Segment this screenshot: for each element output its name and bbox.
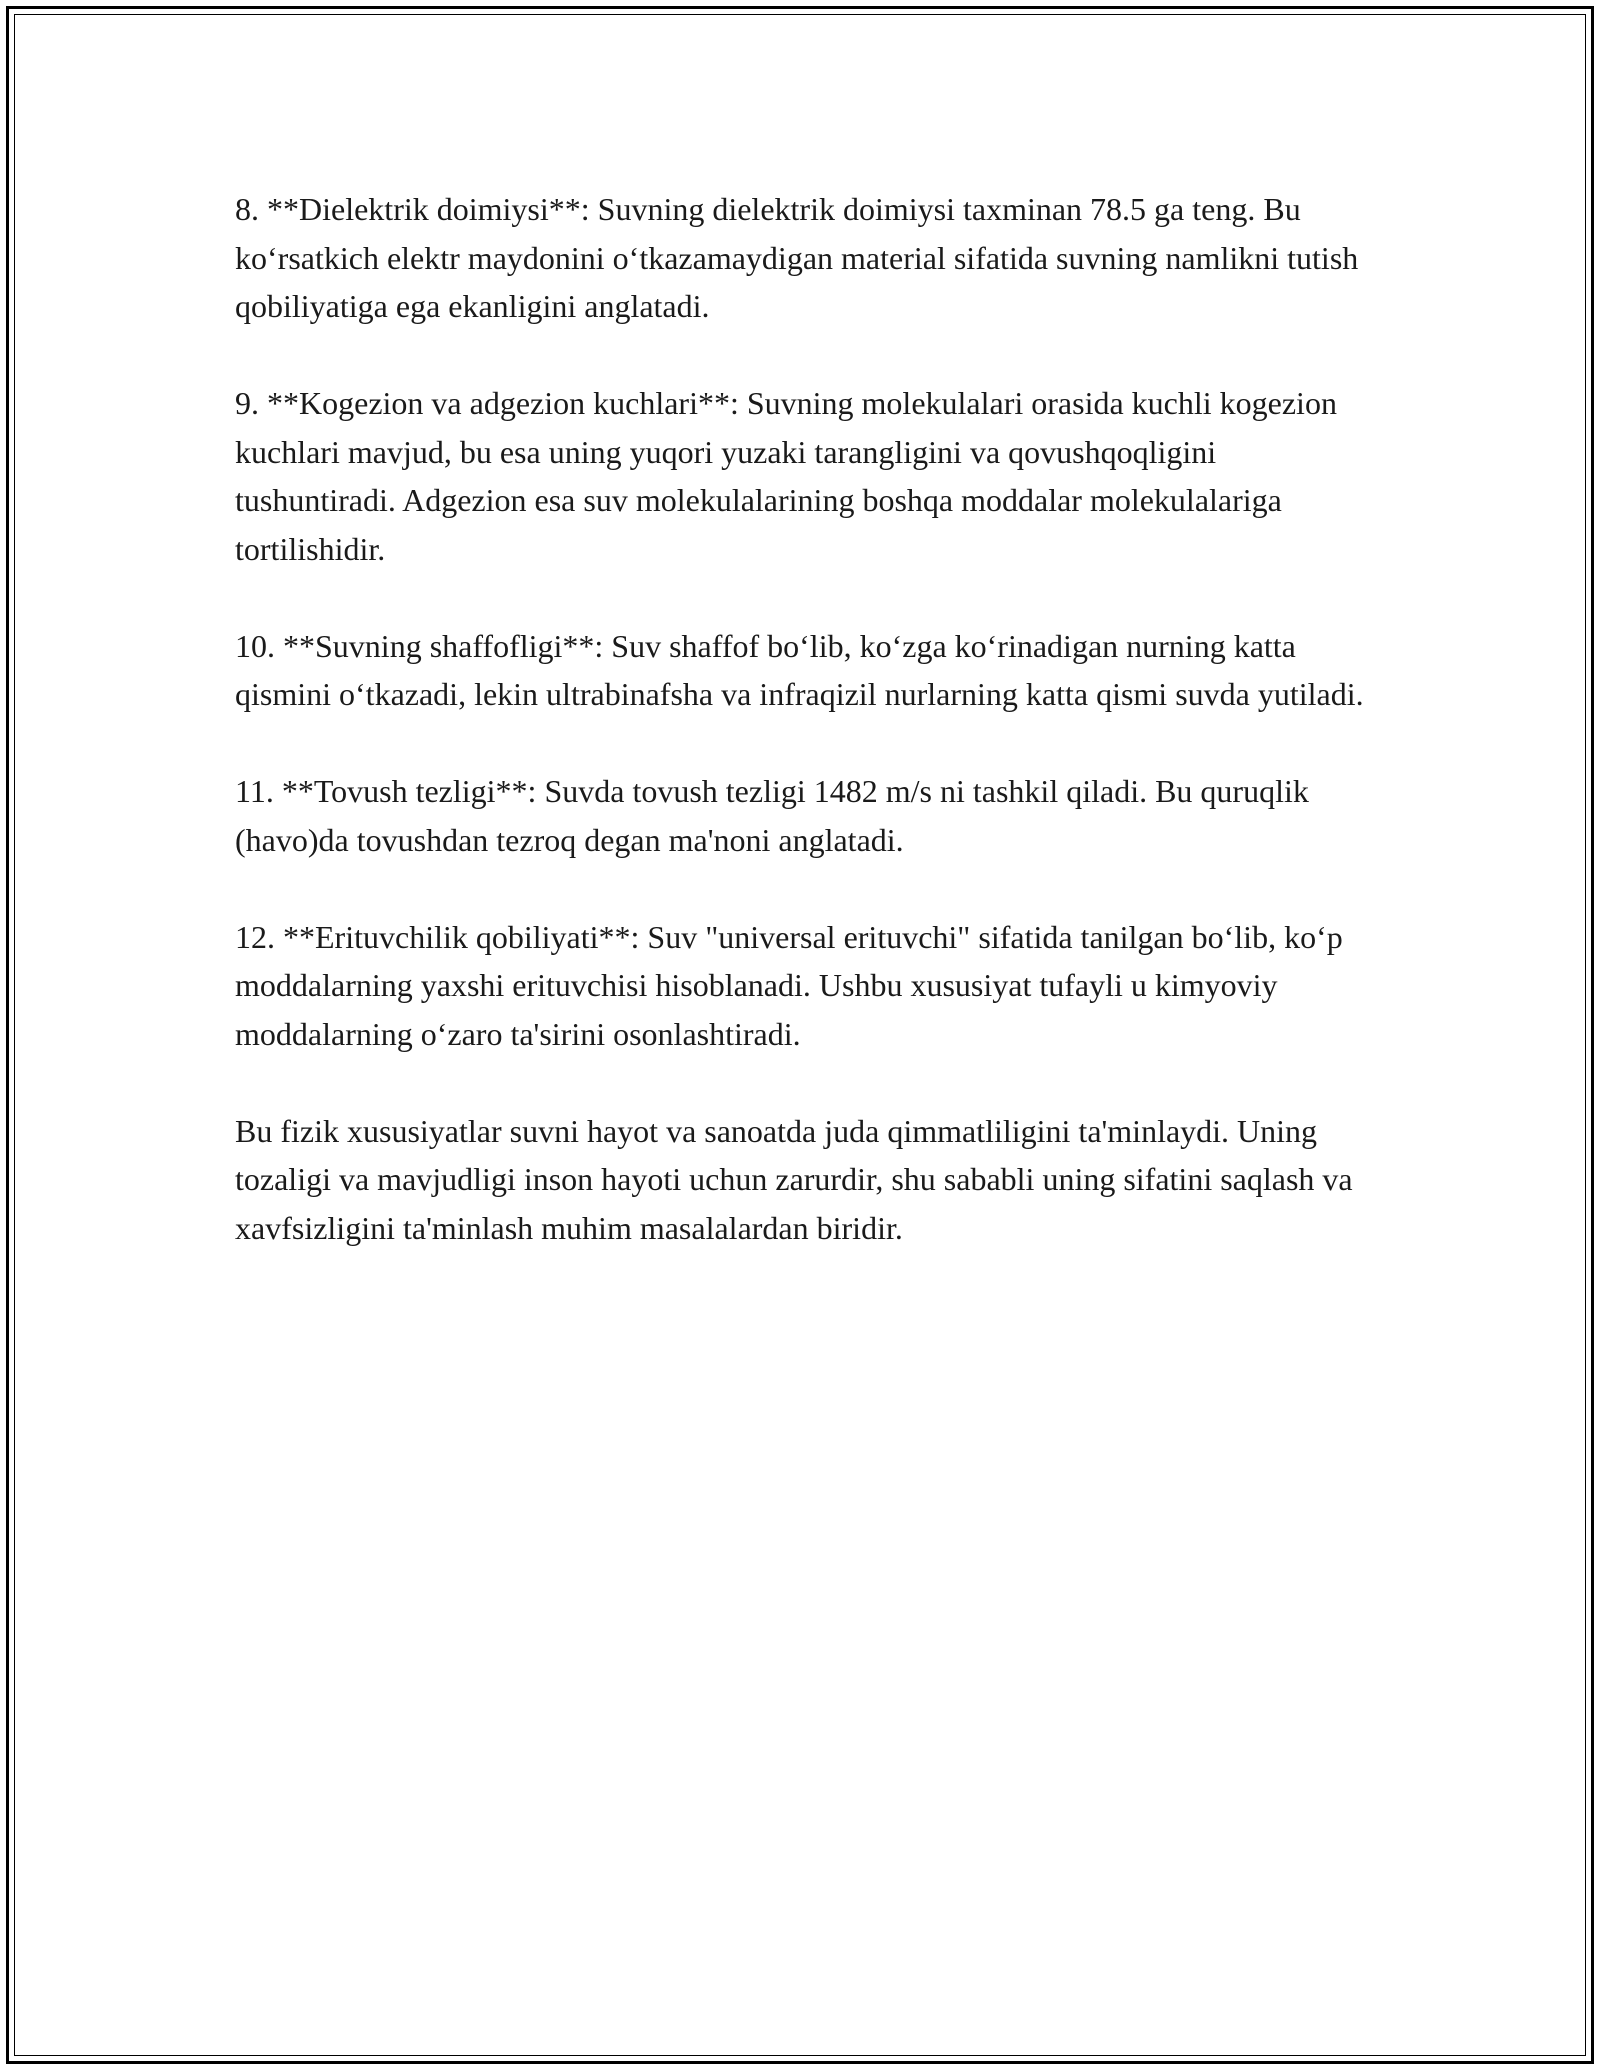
paragraph-sound-speed: 11. **Tovush tezligi**: Suvda tovush tezligi 1482 m/s ni tashkil qiladi. Bu quruqlik (havo)da tovushdan tezroq degan ma'noni anglatadi. xyxy=(235,773,1309,858)
paragraph-transparency: 10. **Suvning shaffofligi**: Suv shaffof boʻlib, koʻzga koʻrinadigan nurning katta qismini oʻtkazadi, lekin ultrabinafsha va infraqizil nurlarning katta qismi suvda yutiladi. xyxy=(235,627,1364,712)
paragraph-solvent-ability: 12. **Erituvchilik qobiliyati**: Suv "universal erituvchi" sifatida tanilgan boʻlib, koʻp moddalarning yaxshi erituvchisi hisoblanadi. Ushbu xususiyat tufayli u kimyoviy moddalarning oʻzaro ta'sirini osonlashtiradi. xyxy=(235,918,1343,1052)
document-body xyxy=(235,185,1375,1252)
paragraph-dielectric-constant: 8. **Dielektrik doimiysi**: Suvning dielektrik doimiysi taxminan 78.5 ga teng. Bu koʻrsatkich elektr maydonini oʻtkazamaydigan material sifatida suvning namlikni tutish qobiliyatiga ega ekanligini anglatadi. xyxy=(235,191,1359,324)
paragraph-conclusion: Bu fizik xususiyatlar suvni hayot va sanoatda juda qimmatliligini ta'minlaydi. Uning tozaligi va mavjudligi inson hayoti uchun zarurdir, shu sababli uning sifatini saqlash va xavfsizligini ta'minlash muhim masalalardan biridir. xyxy=(235,1112,1353,1246)
paragraph-cohesion-adhesion: 9. **Kogezion va adgezion kuchlari**: Suvning molekulalari orasida kuchli kogezion kuchlari mavjud, bu esa uning yuqori yuzaki tarangligini va qovushqoqligini tushuntiradi. Adgezion esa suv molekulalarining boshqa moddalar molekulalariga tortilishidir. xyxy=(235,385,1337,567)
